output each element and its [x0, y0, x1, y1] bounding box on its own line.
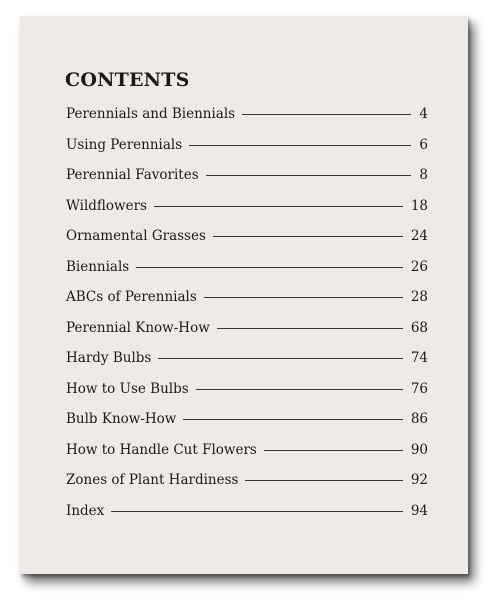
toc-entry [66, 320, 428, 351]
toc-entry [66, 350, 428, 381]
leader-line [158, 358, 402, 359]
toc-entry-page-number: 90 [410, 441, 428, 458]
toc-entry-page-number: 6 [419, 136, 428, 153]
toc-entry [66, 106, 428, 137]
toc-entry-title: Index [66, 502, 105, 519]
toc-entry [66, 259, 428, 290]
leader-line [213, 236, 403, 237]
toc-entry-title: Using Perennials [66, 136, 183, 153]
toc-entry [66, 137, 428, 168]
toc-entry-title: How to Handle Cut Flowers [66, 441, 257, 458]
toc-entry-title: Perennials and Biennials [66, 106, 236, 122]
toc-entry-page-number: 18 [410, 197, 428, 214]
leader-line [111, 511, 403, 512]
leader-line [245, 480, 402, 481]
toc-entry-page-number: 76 [410, 380, 428, 397]
toc-entry [66, 198, 428, 229]
toc-entry [66, 503, 428, 534]
toc-entry-title: Wildflowers [66, 197, 147, 214]
toc-entry [66, 289, 428, 320]
toc-entry-page-number: 86 [410, 411, 428, 427]
toc-entry-page-number: 24 [410, 228, 428, 244]
leader-line [196, 389, 403, 390]
leader-line [154, 206, 403, 207]
leader-line [189, 145, 411, 146]
contents-page [20, 16, 468, 574]
contents-heading: CONTENTS [65, 69, 190, 91]
toc-entry [66, 442, 428, 473]
table-of-contents [66, 106, 428, 533]
toc-entry-title: Perennial Know-How [66, 319, 210, 336]
toc-entry-title: Hardy Bulbs [66, 350, 152, 366]
toc-entry [66, 472, 428, 503]
toc-entry-page-number: 94 [410, 502, 428, 519]
toc-entry-page-number: 26 [410, 258, 428, 275]
toc-entry-page-number: 74 [410, 350, 428, 366]
toc-entry-page-number: 92 [410, 472, 428, 488]
toc-entry-title: Ornamental Grasses [66, 228, 206, 244]
leader-line [136, 267, 403, 268]
toc-entry-title: Perennial Favorites [66, 167, 199, 183]
leader-line [204, 297, 403, 298]
leader-line [242, 114, 411, 115]
toc-entry [66, 411, 428, 442]
toc-entry-title: Biennials [66, 258, 130, 275]
toc-entry-title: Zones of Plant Hardiness [66, 472, 239, 488]
toc-entry-title: ABCs of Perennials [66, 289, 197, 305]
toc-entry-page-number: 68 [410, 319, 428, 336]
toc-entry-page-number: 8 [419, 167, 428, 183]
toc-entry [66, 381, 428, 412]
toc-entry [66, 228, 428, 259]
toc-entry-title: Bulb Know-How [66, 411, 177, 427]
toc-entry-title: How to Use Bulbs [66, 380, 189, 397]
toc-entry-page-number: 4 [419, 106, 428, 122]
leader-line [217, 328, 403, 329]
toc-entry-page-number: 28 [410, 289, 428, 305]
leader-line [264, 450, 403, 451]
leader-line [183, 419, 402, 420]
toc-entry [66, 167, 428, 198]
leader-line [206, 175, 412, 176]
